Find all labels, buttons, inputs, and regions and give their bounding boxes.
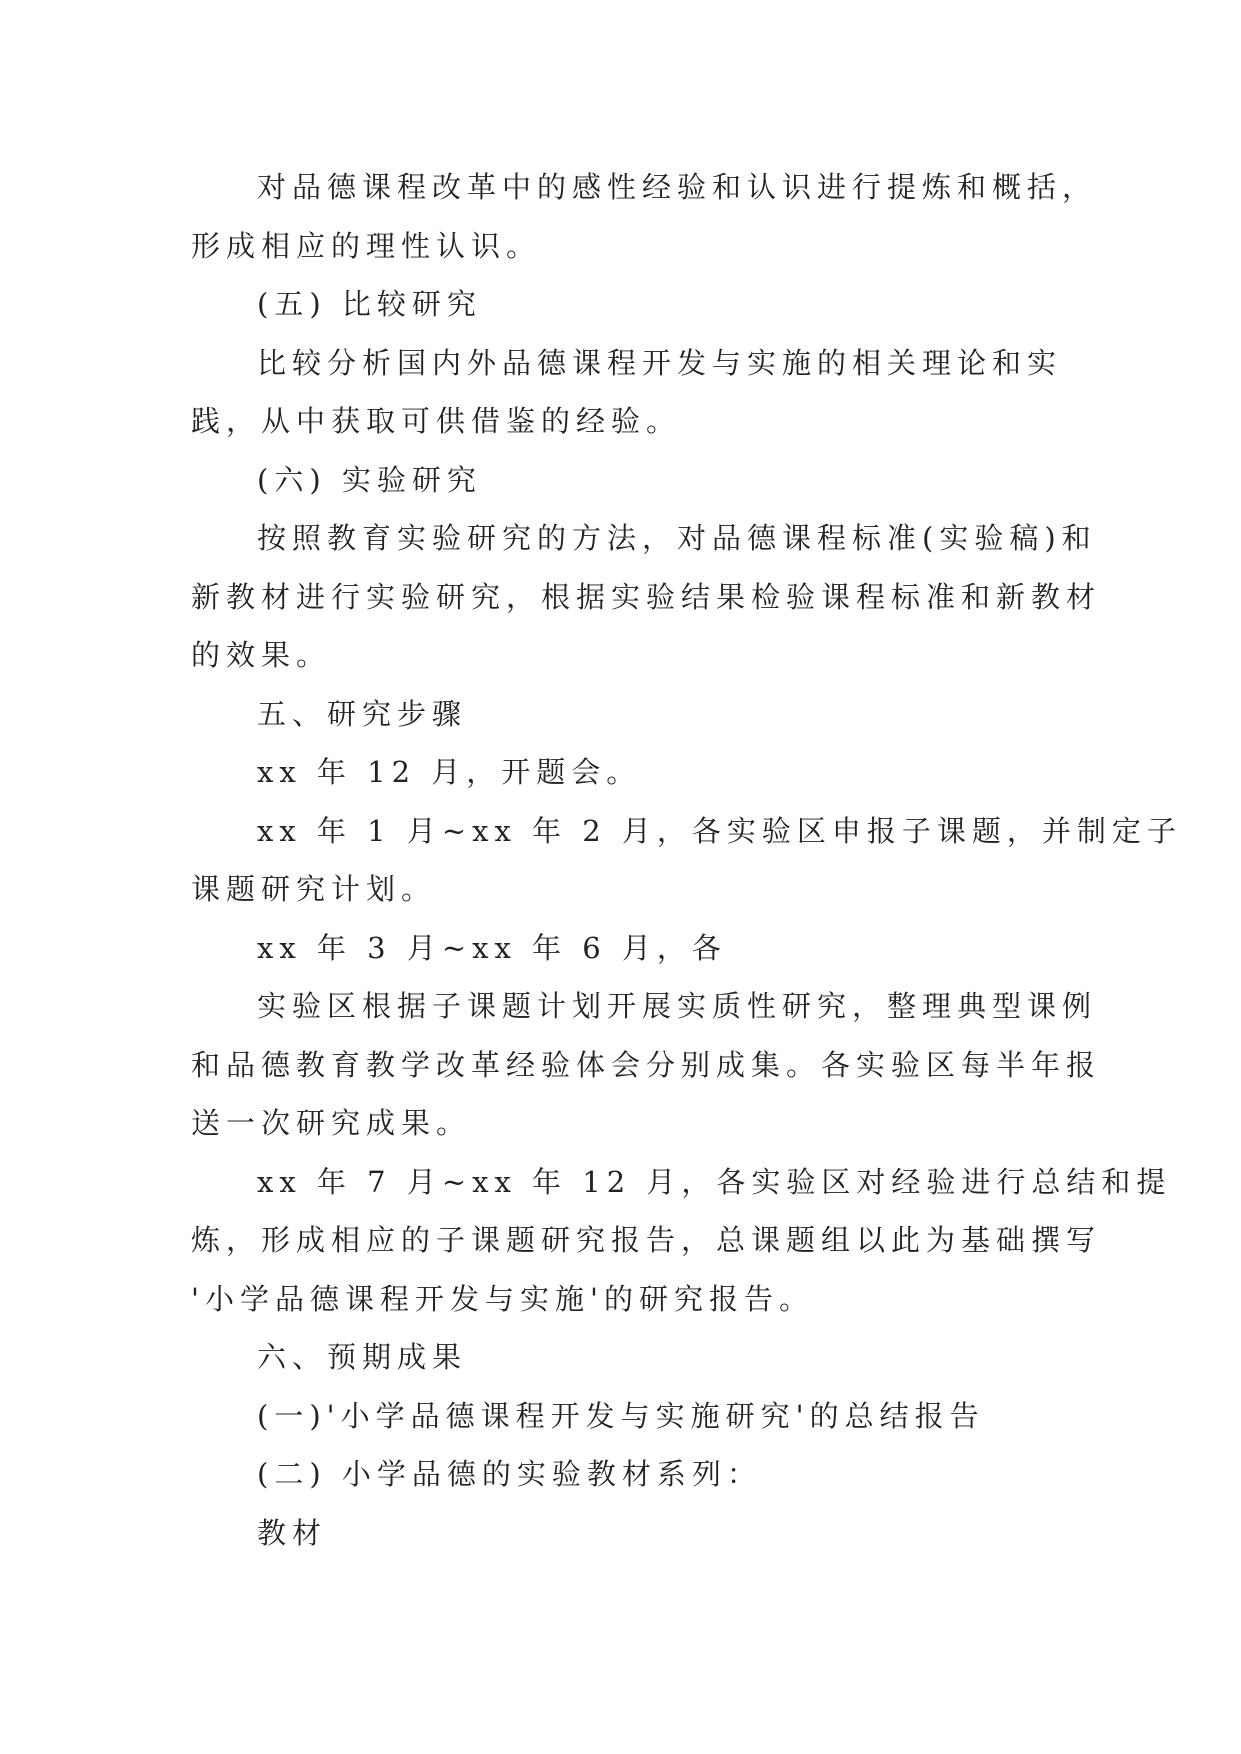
paragraph-line: 对品德课程改革中的感性经验和认识进行提炼和概括，: [257, 170, 1098, 204]
paragraph-line: 的效果。: [191, 638, 332, 672]
paragraph-line: 形成相应的理性认识。: [191, 228, 542, 263]
paragraph-line: 炼，形成相应的子课题研究报告，总课题组以此为基础撰写: [191, 1223, 1102, 1257]
paragraph-line: xx 年 12 月，开题会。: [257, 755, 642, 789]
paragraph-line: 比较分析国内外品德课程开发与实施的相关理论和实: [257, 345, 1063, 380]
paragraph-line: xx 年 3 月~xx 年 6 月，各: [257, 930, 727, 965]
paragraph-line: 按照教育实验研究的方法，对品德课程标准(实验稿)和: [257, 521, 1097, 555]
paragraph-line: xx 年 1 月~xx 年 2 月，各实验区申报子课题，并制定子: [257, 813, 1182, 848]
section-heading: 五、研究步骤: [257, 696, 468, 731]
paragraph-line: 实验区根据子课题计划开展实质性研究，整理典型课例: [257, 989, 1098, 1023]
paragraph-line: '小学品德课程开发与实施'的研究报告。: [191, 1281, 814, 1316]
paragraph-line: 新教材进行实验研究，根据实验结果检验课程标准和新教材: [191, 579, 1102, 614]
paragraph-line: 教材: [257, 1515, 328, 1550]
paragraph-line: 践，从中获取可供借鉴的经验。: [191, 404, 682, 438]
section-heading: (五) 比较研究: [257, 287, 482, 321]
section-heading: 六、预期成果: [257, 1340, 468, 1374]
list-item: (二) 小学品德的实验教材系列：: [257, 1457, 762, 1491]
list-item: (一)'小学品德课程开发与实施研究'的总结报告: [257, 1398, 985, 1433]
paragraph-line: 课题研究计划。: [191, 872, 437, 906]
document-body: [191, 158, 1182, 1562]
paragraph-line: 和品德教育教学改革经验体会分别成集。各实验区每半年报: [191, 1047, 1102, 1082]
paragraph-line: xx 年 7 月~xx 年 12 月，各实验区对经验进行总结和提: [257, 1164, 1172, 1199]
section-heading: (六) 实验研究: [257, 462, 482, 497]
paragraph-line: 送一次研究成果。: [191, 1106, 472, 1140]
